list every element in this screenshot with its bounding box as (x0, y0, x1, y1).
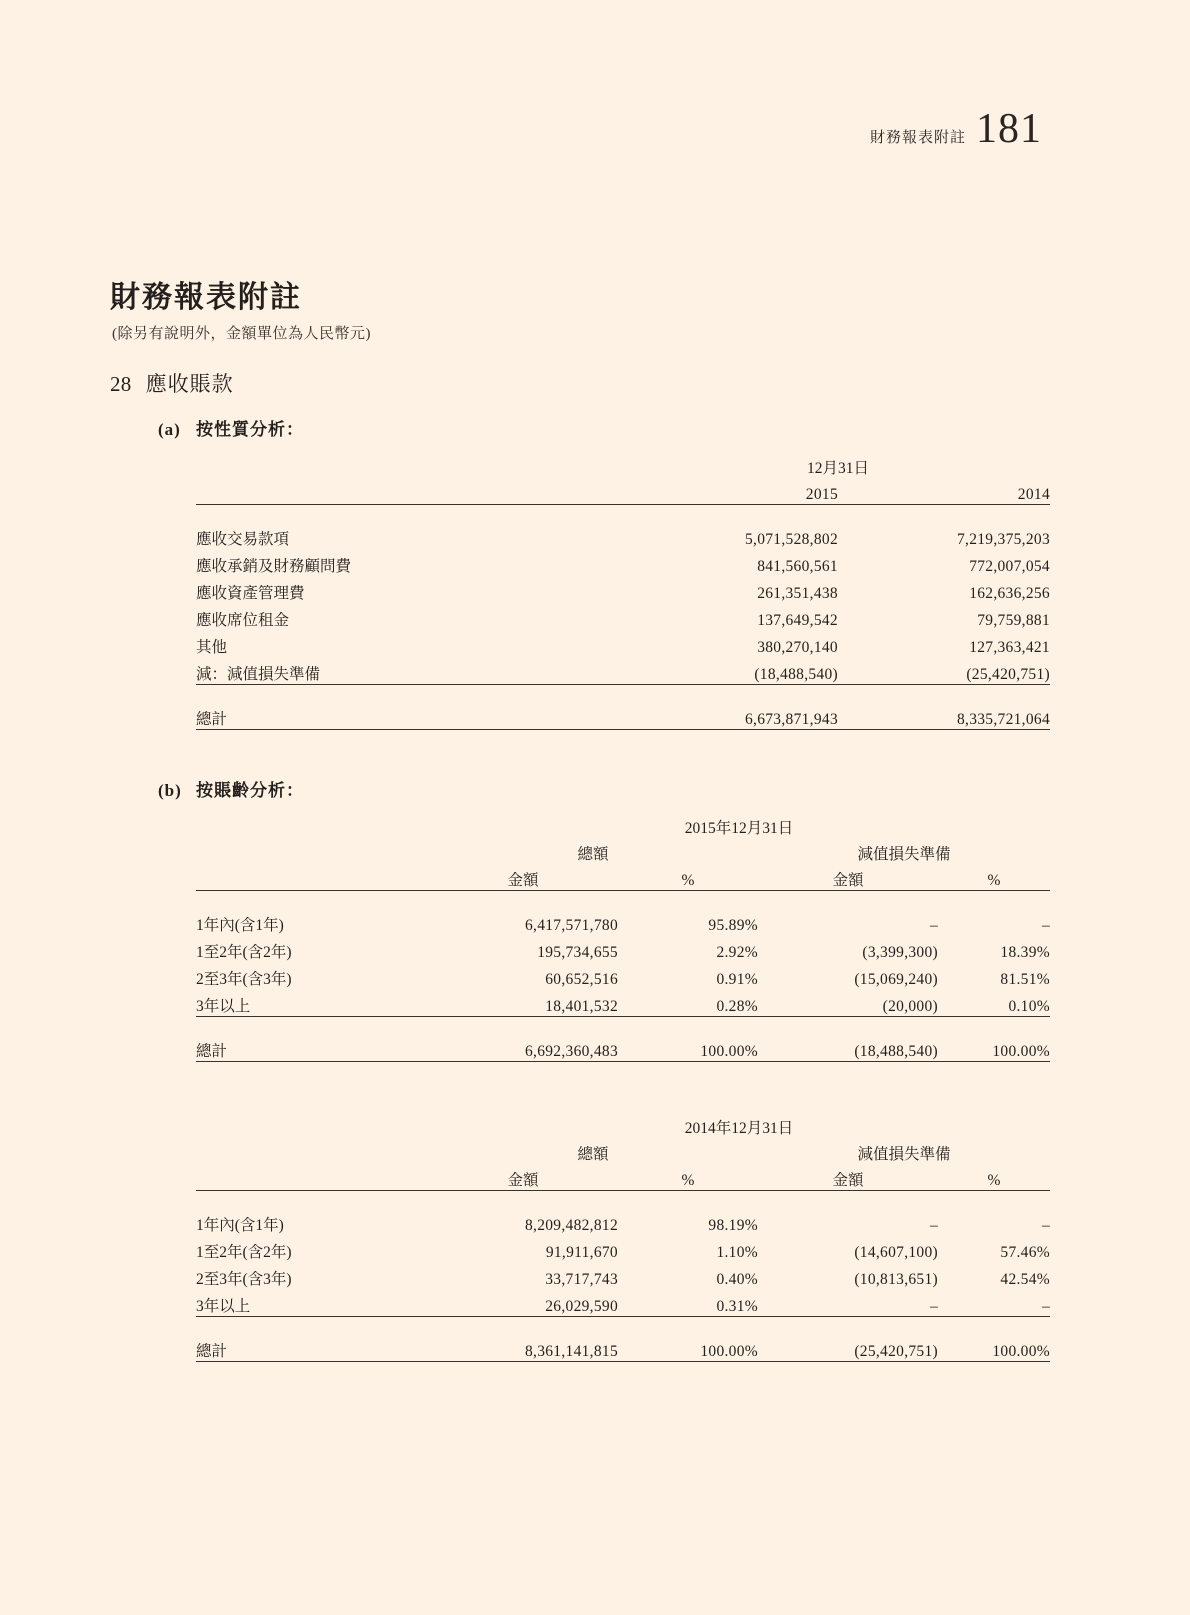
row-impair-amount: – (929, 1217, 938, 1234)
section-heading (110, 368, 234, 398)
row-amount: 18,401,532 (428, 989, 618, 1017)
row-label: 2至3年(含3年) (196, 1271, 292, 1288)
table-a-col-2014: 2014 (838, 478, 1050, 505)
table-row (196, 1112, 1050, 1138)
row-percent: 0.31% (618, 1289, 758, 1317)
row-impair-percent: – (938, 1289, 1050, 1317)
table-row (196, 1138, 1050, 1164)
subsection-b-index: (b) (158, 781, 182, 800)
table-row (196, 1289, 1050, 1317)
table-row (196, 838, 1050, 864)
table-row (196, 962, 1050, 989)
table-c-col-amount: 金額 (428, 1164, 618, 1191)
subsection-a-label: 按性質分析： (196, 420, 304, 439)
table-b-group-gross: 總額 (577, 846, 609, 863)
row-value-2015: 380,270,140 (757, 639, 838, 656)
row-impair-amount: – (758, 1289, 938, 1317)
row-amount: 26,029,590 (428, 1289, 618, 1317)
table-row (196, 989, 1050, 1017)
total-percent: 100.00% (618, 1334, 758, 1362)
row-label: 3年以上 (196, 989, 428, 1017)
row-percent: 0.28% (618, 989, 758, 1017)
total-impair-percent: 100.00% (938, 1334, 1050, 1362)
total-impair-percent: 100.00% (938, 1034, 1050, 1062)
table-b-date-header: 2015年12月31日 (684, 820, 794, 837)
row-impair-amount: (3,399,300) (862, 944, 938, 961)
table-row (196, 452, 1050, 478)
row-amount: 8,209,482,812 (524, 1217, 618, 1234)
row-value-2014: 127,363,421 (969, 639, 1050, 656)
row-value-2015: 137,649,542 (757, 612, 838, 629)
row-impair-amount: (15,069,240) (854, 971, 938, 988)
page-title: 財務報表附註 (110, 281, 302, 314)
table-row (196, 864, 1050, 891)
table-b-col-impair-percent: % (938, 864, 1050, 891)
total-amount: 6,692,360,483 (428, 1034, 618, 1062)
table-c-col-impair-amount: 金額 (758, 1164, 938, 1191)
total-value-2015: 6,673,871,943 (626, 702, 838, 730)
row-impair-percent: – (1041, 917, 1050, 934)
table-total-row (196, 1334, 1050, 1362)
total-label: 總計 (196, 1334, 428, 1362)
table-c-group-impairment: 減值損失準備 (857, 1146, 951, 1163)
row-label: 1年內(含1年) (196, 917, 284, 934)
total-amount: 8,361,141,815 (428, 1334, 618, 1362)
table-row (196, 1164, 1050, 1191)
table-c-col-percent: % (618, 1164, 758, 1191)
page-subtitle: (除另有說明外，金額單位為人民幣元) (112, 326, 371, 342)
row-impair-percent: 57.46% (1000, 1244, 1050, 1261)
row-impair-amount: – (929, 917, 938, 934)
row-label: 應收席位租金 (196, 612, 290, 629)
row-label: 應收交易款項 (196, 531, 290, 548)
row-percent: 2.92% (716, 944, 758, 961)
table-b-group-impairment: 減值損失準備 (857, 846, 951, 863)
row-label: 1至2年(含2年) (196, 944, 292, 961)
page-number: 181 (976, 106, 1042, 152)
row-amount: 6,417,571,780 (524, 917, 618, 934)
table-row (196, 935, 1050, 962)
subsection-a-index: (a) (158, 420, 181, 439)
total-label: 總計 (196, 702, 626, 730)
section-name: 應收賬款 (145, 372, 234, 396)
row-label: 應收資產管理費 (196, 585, 305, 602)
table-row (196, 1235, 1050, 1262)
row-amount: 60,652,516 (545, 971, 618, 988)
row-label: 減：減值損失準備 (196, 657, 626, 685)
row-value-2015: 841,560,561 (757, 558, 838, 575)
subsection-b-label: 按賬齡分析： (196, 781, 304, 800)
row-impair-amount: (20,000) (758, 989, 938, 1017)
table-a-date-header: 12月31日 (806, 460, 869, 477)
row-value-2015: 5,071,528,802 (744, 531, 838, 548)
table-row (196, 1208, 1050, 1235)
row-impair-amount: (14,607,100) (854, 1244, 938, 1261)
table-row (196, 812, 1050, 838)
row-amount: 33,717,743 (545, 1271, 618, 1288)
table-row (196, 478, 1050, 505)
table-aging-2015 (196, 812, 1050, 1062)
total-value-2014: 8,335,721,064 (838, 702, 1050, 730)
table-row (196, 522, 1050, 549)
table-row (196, 576, 1050, 603)
row-impair-percent: 0.10% (938, 989, 1050, 1017)
row-value-2014: 772,007,054 (969, 558, 1050, 575)
row-percent: 0.40% (716, 1271, 758, 1288)
total-impair-amount: (18,488,540) (758, 1034, 938, 1062)
row-label: 1年內(含1年) (196, 1217, 284, 1234)
row-label: 其他 (196, 639, 228, 656)
running-header (870, 105, 1042, 153)
row-label: 1至2年(含2年) (196, 1244, 292, 1261)
row-impair-amount: (10,813,651) (854, 1271, 938, 1288)
table-c-group-gross: 總額 (577, 1146, 609, 1163)
row-value-2015: 261,351,438 (757, 585, 838, 602)
table-row (196, 630, 1050, 657)
table-row (196, 1262, 1050, 1289)
row-value-2015: (18,488,540) (626, 657, 838, 685)
table-aging-2014 (196, 1112, 1050, 1362)
row-percent: 0.91% (716, 971, 758, 988)
table-row (196, 908, 1050, 935)
table-row (196, 549, 1050, 576)
row-impair-percent: 42.54% (1000, 1271, 1050, 1288)
row-amount: 91,911,670 (545, 1244, 618, 1261)
row-value-2014: (25,420,751) (838, 657, 1050, 685)
row-value-2014: 7,219,375,203 (956, 531, 1050, 548)
row-value-2014: 79,759,881 (977, 612, 1050, 629)
table-b-col-percent: % (618, 864, 758, 891)
row-value-2014: 162,636,256 (969, 585, 1050, 602)
row-label: 2至3年(含3年) (196, 971, 292, 988)
total-label: 總計 (196, 1034, 428, 1062)
table-b-col-amount: 金額 (428, 864, 618, 891)
table-a-col-2015: 2015 (626, 478, 838, 505)
table-row (196, 657, 1050, 685)
subsection-a-heading (158, 415, 304, 440)
row-percent: 1.10% (716, 1244, 758, 1261)
row-impair-percent: 81.51% (1000, 971, 1050, 988)
row-amount: 195,734,655 (537, 944, 618, 961)
row-label: 應收承銷及財務顧問費 (196, 558, 352, 575)
running-header-label: 財務報表附註 (869, 130, 966, 146)
table-row (196, 603, 1050, 630)
row-percent: 95.89% (708, 917, 758, 934)
row-impair-percent: 18.39% (1000, 944, 1050, 961)
section-number: 28 (110, 372, 132, 396)
row-percent: 98.19% (708, 1217, 758, 1234)
subsection-b-heading (158, 776, 304, 801)
table-b-col-impair-amount: 金額 (758, 864, 938, 891)
table-c-date-header: 2014年12月31日 (684, 1120, 794, 1137)
row-label: 3年以上 (196, 1289, 428, 1317)
table-total-row (196, 1034, 1050, 1062)
total-impair-amount: (25,420,751) (758, 1334, 938, 1362)
table-receivables-by-nature (196, 452, 1050, 730)
row-impair-percent: – (1041, 1217, 1050, 1234)
table-total-row (196, 702, 1050, 730)
table-c-col-impair-percent: % (938, 1164, 1050, 1191)
total-percent: 100.00% (618, 1034, 758, 1062)
